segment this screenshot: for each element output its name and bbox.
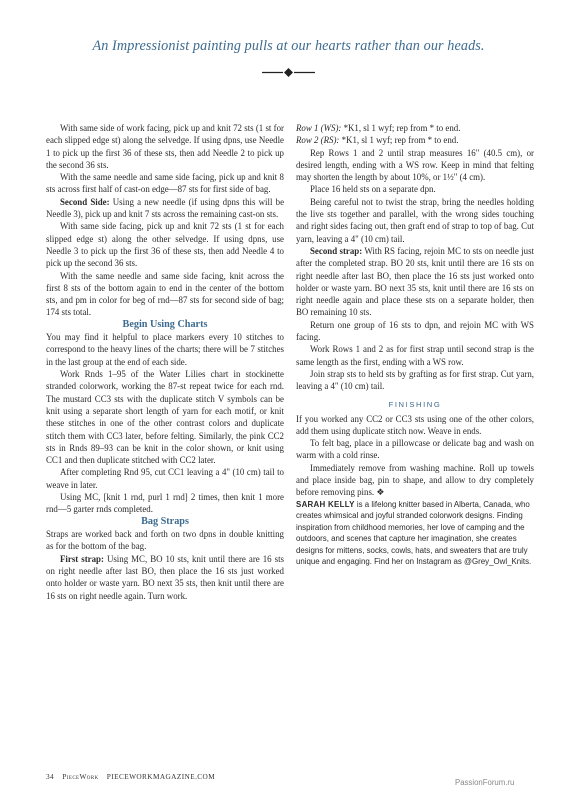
paragraph: With same side facing, pick up and knit 72 sts (1 st for each slipped edge st) along the other selvedge. If using dpns, use Needle 3 to pick up the first 36 of these sts, then add Needle 4 to pick up the second 36 sts. bbox=[46, 221, 284, 269]
paragraph: Work Rnds 1–95 of the Water Lilies chart in stockinette stranded colorwork, working the 87-st repeat twice for each rnd. The mustard CC3 sts with the duplicate stitch V symbols can be knit using a separate short length of yarn for each motif, or knit these stitches in one of the other contrast colors and duplicate stitch them with CC3 later, before felting. Similarly, the pink CC2 sts in Rnds 89–93 can be knit in the color shown, or knit using CC1 and then duplicate stitched with CC2 later. bbox=[46, 369, 284, 466]
paragraph: Place 16 held sts on a separate dpn. bbox=[310, 184, 436, 195]
run-in-label: First strap: bbox=[60, 553, 104, 564]
watermark: PassionForum.ru bbox=[455, 778, 515, 787]
run-in-label: Second Side: bbox=[60, 196, 110, 207]
end-mark-icon: ❖ bbox=[376, 487, 385, 498]
run-in-label: Second strap: bbox=[310, 245, 363, 256]
paragraph: Rep Rows 1 and 2 until strap measures 16" (40.5 cm), or desired length, ending with a WS row. Keep in mind that felting may shorten the length by about 10%, or 1½" (4 cm). bbox=[296, 147, 534, 183]
section-heading-straps: Bag Straps bbox=[141, 515, 189, 527]
website-link[interactable]: PIECEWORKMAGAZINE.COM bbox=[106, 772, 216, 781]
left-column bbox=[46, 122, 284, 602]
section-heading-charts: Begin Using Charts bbox=[122, 318, 208, 330]
paragraph: After completing Rnd 95, cut CC1 leaving a 4" (10 cm) tail to weave in later. bbox=[46, 467, 284, 490]
magazine-name: PieceWork bbox=[62, 772, 99, 781]
paragraph: Using MC, [knit 1 rnd, purl 1 rnd] 2 times, then knit 1 more rnd—5 garter rnds completed. bbox=[46, 492, 284, 515]
paragraph: Second Side: Using a new needle (if using dpns this will be Needle 3), pick up and knit 7 sts across the remaining cast-on sts. bbox=[46, 196, 285, 220]
paragraph: With same side of work facing, pick up and knit 72 sts (1 st for each slipped edge st) along the selvedge. If using dpns, use Needle 1 to pick up the first 36 of these sts, then add Needle 2 to pick up the second 36 sts. bbox=[46, 123, 284, 170]
pull-quote: An Impressionist painting pulls at our hearts rather than our heads. bbox=[92, 38, 485, 54]
page-number: 34 bbox=[46, 772, 55, 781]
paragraph: If you worked any CC2 or CC3 sts using one of the other colors, add them using duplicate stitch now. Weave in ends. bbox=[296, 413, 534, 436]
paragraph: Immediately remove from washing machine. Roll up towels and place inside bag, pin to shape, and allow to dry completely before removing pins. ❖ bbox=[296, 462, 534, 498]
paragraph: You may find it helpful to place markers every 10 stitches to correspond to the heavy lines of the charts; there will be 7 stitches in the last group at the end of each side. bbox=[46, 332, 284, 367]
ornament-divider-icon bbox=[262, 68, 315, 77]
paragraph: With the same needle and same side facing, knit across the first 8 sts of the bottom again to end in the center of the bottom sts, and pm in color for beg of rnd—87 sts for second side of bag; 174 sts total. bbox=[46, 270, 284, 318]
paragraph: To felt bag, place in a pillowcase or delicate bag and wash on warm with a cold rinse. bbox=[296, 438, 534, 461]
paragraph: Second strap: With RS facing, rejoin MC to sts on needle just after the completed strap. BO 20 sts, knit until there are 16 sts on right needle after last BO, then place the 16 sts just worked onto holder or waste yarn. BO next 35 sts, knit until there are 16 sts on right needle again and place these sts on a separate holder, then BO remaining 10 sts. bbox=[296, 245, 534, 318]
section-heading-finishing: FINISHING bbox=[388, 399, 442, 409]
right-column bbox=[296, 122, 534, 568]
paragraph: Work Rows 1 and 2 as for first strap until second strap is the same length as the first, ending with a WS row. bbox=[296, 344, 534, 367]
paragraph: Being careful not to twist the strap, bring the needles holding the live sts together and parallel, with the wrong sides touching and right sides facing out, then graft end of strap to top of bag. Cut yarn, leaving a 4" (10 cm) tail. bbox=[296, 196, 534, 244]
paragraph: Return one group of 16 sts to dpn, and rejoin MC with WS facing. bbox=[296, 319, 534, 343]
paragraph: Join strap sts to held sts by grafting as for first strap. Cut yarn, leaving a 4" (10 cm) tail. bbox=[296, 368, 534, 392]
page-footer bbox=[46, 772, 221, 781]
paragraph: With the same needle and same side facing, pick up and knit 8 sts across first half of cast-on edge—87 sts for first side of bag. bbox=[46, 172, 284, 195]
paragraph: Straps are worked back and forth on two dpns in double knitting as for the bottom of the bag. bbox=[46, 529, 284, 552]
author-bio: SARAH KELLY is a lifelong knitter based in Alberta, Canada, who creates whimsical and joyful stranded colorwork designs. Finding inspiration from childhood memories, her love of camping and the outdoors, and scenes that capture her imagination, she creates designs for mittens, socks, cowls, hats, and sweaters that are truly unique and engaging. Find her on Instagram as @Grey_Owl_Knits. bbox=[296, 499, 532, 567]
paragraph: First strap: Using MC, BO 10 sts, knit until there are 16 sts on right needle after last BO, then place the 16 sts just worked onto holder or waste yarn. BO next 35 sts, then knit until there are 16 sts on right needle again. Turn work. bbox=[46, 553, 284, 601]
row-instruction: Row 1 (WS): *K1, sl 1 wyf; rep from * to end. bbox=[296, 123, 461, 133]
row-instruction: Row 2 (RS): *K1, sl 1 wyf; rep from * to end. bbox=[296, 135, 459, 146]
